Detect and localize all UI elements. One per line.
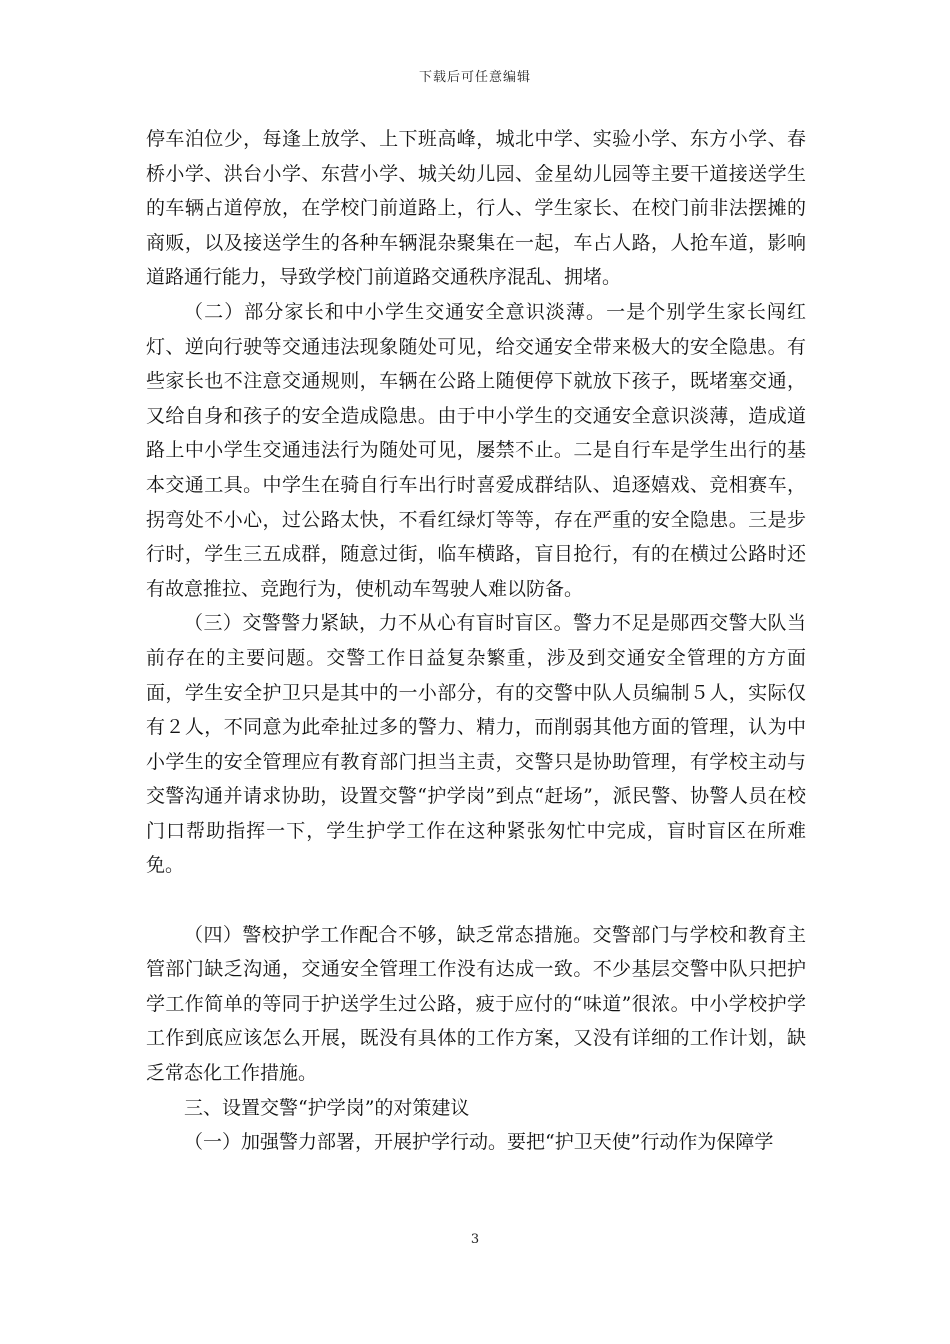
paragraph-subsection-1: （一）加强警力部署，开展护学行动。要把“护卫天使”行动作为保障学 (184, 1131, 774, 1154)
paragraph-section-4: （四）警校护学工作配合不够，缺乏常态措施。交警部门与学校和教育主管部门缺乏沟通，交通安全管理工作没有达成一致。不少基层交警中队只把护学工作简单的等同于护送学生过公路，疲于应付的“味道”很浓。中小学校护学工作到底应该怎么开展，既没有具体的工作方案，又没有详细的工作计划，缺乏常态化工作措施。 (146, 923, 806, 1085)
paragraph-gap (146, 883, 806, 918)
section-heading-3: 三、设置交警“护学岗”的对策建议 (184, 1096, 470, 1119)
page-header: 下载后可任意编辑 (418, 70, 531, 85)
page-number: 3 (470, 1232, 480, 1247)
paragraph-section-3: （三）交警警力紧缺，力不从心有盲时盲区。警力不足是郧西交警大队当前存在的主要问题。交警工作日益复杂繁重，涉及到交通安全管理的方方面面，学生安全护卫只是其中的一小部分，有的交警中队人员编制５人，实际仅有２人，不同意为此牵扯过多的警力、精力，而削弱其他方面的管理，认为中小学生的安全管理应有教育部门担当主责，交警只是协助管理，有学校主动与交警沟通并请求协助，设置交警“护学岗”到点“赶场”，派民警、协警人员在校门口帮助指挥一下，学生护学工作在这种紧张匆忙中完成，盲时盲区在所难免。 (146, 612, 806, 877)
document-body (146, 122, 806, 1160)
paragraph-continuation: 停车泊位少，每逢上放学、上下班高峰，城北中学、实验小学、东方小学、春桥小学、洪台小学、东营小学、城关幼儿园、金星幼儿园等主要干道接送学生的车辆占道停放，在学校门前道路上，行人、学生家长、在校门前非法摆摊的商贩，以及接送学生的各种车辆混杂聚集在一起，车占人路，人抢车道，影响道路通行能力，导致学校门前道路交通秩序混乱、拥堵。 (146, 128, 806, 289)
paragraph-section-2: （二）部分家长和中小学生交通安全意识淡薄。一是个别学生家长闯红灯、逆向行驶等交通违法现象随处可见，给交通安全带来极大的安全隐患。有些家长也不注意交通规则，车辆在公路上随便停下就放下孩子，既堵塞交通，又给自身和孩子的安全造成隐患。由于中小学生的交通安全意识淡薄，造成道路上中小学生交通违法行为随处可见，屡禁不止。二是自行车是学生出行的基本交通工具。中学生在骑自行车出行时喜爱成群结队、追逐嬉戏、竞相赛车，拐弯处不小心，过公路太快，不看红绿灯等等，存在严重的安全隐患。三是步行时，学生三五成群，随意过街，临车横路，盲目抢行，有的在横过公路时还有故意推拉、竞跑行为，使机动车驾驶人难以防备。 (146, 300, 806, 600)
